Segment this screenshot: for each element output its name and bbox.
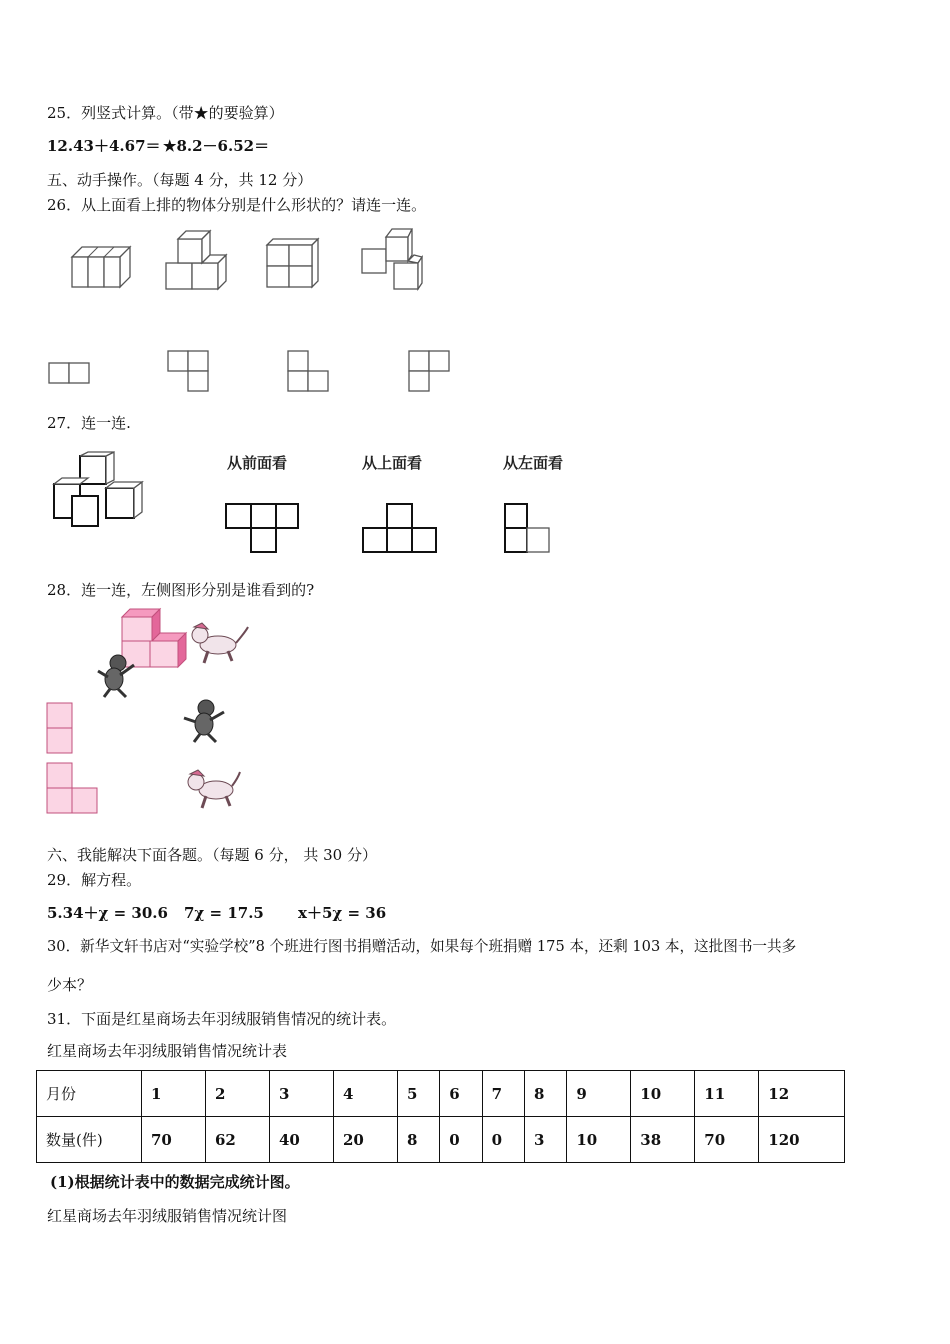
table-cell-quantity: 3: [524, 1117, 566, 1163]
q31-sub-question-1: (1)根据统计表中的数据完成统计图。: [50, 1173, 300, 1191]
table-cell-quantity: 10: [567, 1117, 631, 1163]
q26-view-4: [409, 351, 449, 391]
table-cell-month: 12: [759, 1071, 845, 1117]
table-header-quantity: 数量(件): [37, 1117, 142, 1163]
q27-view-front: [226, 504, 298, 552]
table-cell-quantity: 62: [205, 1117, 269, 1163]
q25-expression-1: 12.43＋4.67＝: [47, 137, 161, 155]
q29-equation-2: 7χ = 17.5: [184, 904, 264, 922]
table-cell-quantity: 20: [333, 1117, 397, 1163]
q27-view-left: [505, 504, 549, 552]
table-cell-month: 6: [440, 1071, 482, 1117]
monkey-icon: [184, 700, 224, 742]
q27-views-figure: [220, 500, 560, 560]
table-cell-quantity: 38: [631, 1117, 695, 1163]
dog-icon: [188, 770, 240, 808]
table-cell-month: 3: [269, 1071, 333, 1117]
q27-solid-figure: [50, 450, 150, 532]
table-cell-quantity: 8: [397, 1117, 439, 1163]
table-cell-month: 4: [333, 1071, 397, 1117]
q31-table-title: 红星商场去年羽绒服销售情况统计表: [47, 1042, 288, 1060]
table-cell-month: 2: [205, 1071, 269, 1117]
q27-view-top: [363, 504, 436, 552]
table-cell-quantity: 120: [759, 1117, 845, 1163]
q27-label-left-view: 从左面看: [503, 454, 564, 472]
q26-view-1: [49, 363, 89, 383]
sales-table: [36, 1070, 845, 1163]
table-cell-quantity: 40: [269, 1117, 333, 1163]
q29-equation-3: x＋5χ = 36: [298, 904, 387, 922]
dog-icon: [192, 623, 248, 663]
q28-views-figure: [44, 700, 104, 815]
q26-solid-3: [267, 239, 318, 287]
table-row-months: [37, 1071, 845, 1117]
q28-view-2: [47, 763, 97, 813]
q28-view-1: [47, 703, 72, 753]
table-cell-month: 7: [482, 1071, 524, 1117]
q25-title: 25．列竖式计算。（带★的要验算）: [47, 104, 284, 122]
q30-text-line-1: 30．新华文轩书店对“实验学校”8 个班进行图书捐赠活动，如果每个班捐赠 175 本，还剩 103 本，这批图书一共多: [47, 938, 797, 955]
q27-label-top-view: 从上面看: [362, 454, 423, 472]
table-cell-quantity: 70: [142, 1117, 206, 1163]
q31-chart-title: 红星商场去年羽绒服销售情况统计图: [47, 1207, 288, 1225]
table-cell-month: 1: [142, 1071, 206, 1117]
table-cell-month: 5: [397, 1071, 439, 1117]
q30-text-line-2: 少本？: [47, 976, 93, 994]
q29-title: 29．解方程。: [47, 871, 142, 889]
table-cell-quantity: 0: [440, 1117, 482, 1163]
table-cell-month: 9: [567, 1071, 631, 1117]
q27-title: 27．连一连.: [47, 414, 131, 432]
table-cell-month: 8: [524, 1071, 566, 1117]
q26-view-3: [288, 351, 328, 391]
q25-expression-2: ★8.2－6.52＝: [163, 137, 270, 155]
q28-observers-figure: [180, 698, 250, 816]
section-6-title: 六、我能解决下面各题。（每题 6 分， 共 30 分）: [47, 846, 377, 864]
table-cell-month: 11: [695, 1071, 759, 1117]
q26-solids-figure: [60, 225, 440, 300]
q26-solid-1: [72, 247, 130, 287]
q27-label-front-view: 从前面看: [227, 454, 288, 472]
q31-title: 31．下面是红星商场去年羽绒服销售情况的统计表。: [47, 1010, 397, 1028]
q26-title: 26．从上面看上排的物体分别是什么形状的？请连一连。: [47, 196, 427, 214]
q28-pink-solid-figure: [90, 605, 260, 700]
q26-solid-4: [362, 229, 422, 289]
q26-views-figure: [45, 345, 455, 397]
table-header-month: 月份: [37, 1071, 142, 1117]
table-row-quantities: [37, 1117, 845, 1163]
table-cell-quantity: 0: [482, 1117, 524, 1163]
table-cell-quantity: 70: [695, 1117, 759, 1163]
q28-title: 28．连一连，左侧图形分别是谁看到的?: [47, 581, 315, 599]
table-cell-month: 10: [631, 1071, 695, 1117]
q26-view-2: [168, 351, 208, 391]
q29-equation-1: 5.34＋χ = 30.6: [47, 904, 168, 922]
section-5-title: 五、动手操作。（每题 4 分，共 12 分）: [47, 171, 313, 189]
q26-solid-2: [166, 231, 226, 289]
